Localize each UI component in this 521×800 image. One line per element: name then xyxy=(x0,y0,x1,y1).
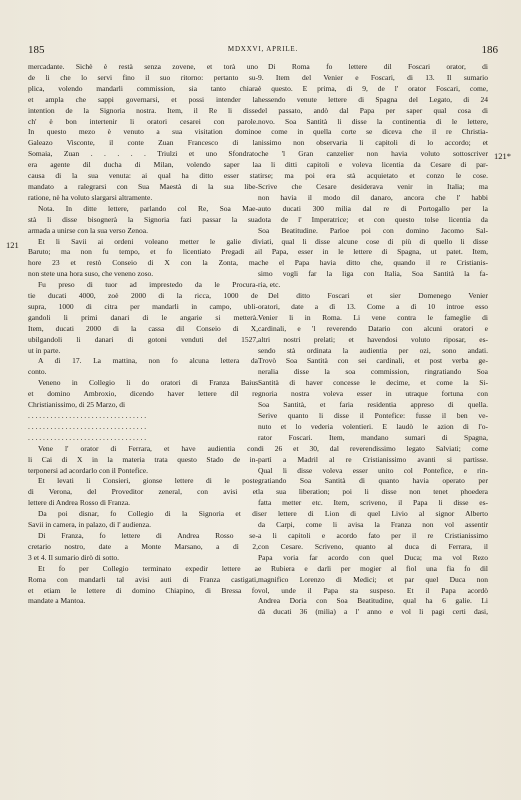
text-line: nissimo non observaria li capitoli di lo accordo; et xyxy=(258,138,488,148)
text-line: rator Foscari. Item, mandano sumari di Spagna, xyxy=(258,432,488,442)
text-line: Et li Savii ai ordeni voleano metter le galie di xyxy=(38,236,258,246)
text-line: et etiam le lettere di domino Chiapino, di Bressa fo xyxy=(28,585,258,595)
text-line: Galeazo Visconte, il conte Zuan Francesco di la xyxy=(28,138,258,148)
text-line: et domino Ambroxio, dicendo haver lettere dil re xyxy=(28,389,258,399)
text-line: Soa Beatitudine. Parloe poi con domino Jacomo Sal- xyxy=(258,225,488,235)
text-line: da Carpi, come li avisa la Franza non vol assentir xyxy=(258,520,488,530)
text-line: conto. xyxy=(28,367,47,377)
text-line: lettere di Andrea Rosso di Franza. xyxy=(28,498,131,508)
text-line: oratori, date a dì 13. Come a dì 10 introe esso xyxy=(258,301,488,311)
text-line: Santità di haver concesse le decime, et come la Si- xyxy=(258,378,488,388)
text-line: fatta metter etc. Item, scriveno, il Papa li disse es- xyxy=(258,498,488,508)
margin-marker-left: 121 xyxy=(6,240,19,250)
page-number-right: 186 xyxy=(481,44,498,56)
text-line: Soa Santità, et faria residentia appreso di quella. xyxy=(258,400,488,410)
text-line: Vene l' orator di Ferrara, et have audientia con xyxy=(38,443,258,453)
text-line: Somaia, Zuan . . . . . Triulzi et uno Sfondrato xyxy=(28,149,258,159)
text-line: supra, 1000 di citra per mandarli in campo, ubli- xyxy=(28,301,258,311)
text-line: Et levati li Consieri, gionse lettere di le poste xyxy=(38,476,258,486)
text-line: Nota. In ditte lettere, parlando col Re, Soa Mae- xyxy=(38,203,258,213)
text-line: mercadante. Sichè è restà senza zovene, et torà uno xyxy=(28,62,258,71)
text-line: Et fo per Collegio terminato expedir lettere a xyxy=(38,563,258,573)
text-line: di Verona, del Proveditor zeneral, con avisi et xyxy=(28,487,258,497)
text-line: Serive quanto li disse il Pontefice: fusse il ben ve- xyxy=(258,411,488,420)
text-line: intention de la Signoria nostra. Item, il Re li disse xyxy=(28,105,258,115)
left-text-column xyxy=(28,62,258,607)
text-line: cretario nostro, date a Monte Marsano, a dì 2, xyxy=(28,541,258,551)
text-line: A dì 17. La mattina, non fo alcuna lettera da xyxy=(38,356,258,366)
text-line: Qual li disse voleva esser unito col Pontefice, e rin- xyxy=(258,465,488,475)
text-line: Trovò Soa Santità con sei cardinali, et post verba ge- xyxy=(258,356,488,366)
text-line: Fu preso di tuor ad imprestedo da le Procura- xyxy=(38,280,258,290)
text-line: e come in quella corte se diceva che il re Christia- xyxy=(258,127,488,137)
page-number-left: 185 xyxy=(28,44,45,56)
text-line: Veneno in Collegio li do oratori di Franza Baius xyxy=(38,378,258,388)
text-line: e Rubiera e darli per mogier al fiol una fia fo dil xyxy=(258,563,488,573)
text-line: terponersi ad acordarlo con il Pontefice. xyxy=(28,465,148,475)
right-text-column xyxy=(258,62,488,618)
text-line: gnoria nostra voleva esser in utraque fortuna con xyxy=(258,389,488,399)
text-line: non havia il modo dil danaro, ancora che l' habbi xyxy=(258,192,488,202)
text-line: Andrea Doria con Soa Beatitudine, qual ha 6 galie. Li xyxy=(258,596,488,606)
text-line: era agente dil ducha di Milan, volendo saper la xyxy=(28,160,258,170)
text-line: viati, qual li disse alcune cose di più di quello li disse xyxy=(258,236,488,246)
text-line: che 'l Gran canzelier non havia voluto sottoscriver xyxy=(258,149,488,159)
text-line: gandoli li primi danari di le angarie si metterà. xyxy=(28,312,258,322)
text-line: auto ducati 300 milia dal re di Portogallo per la xyxy=(258,203,488,213)
text-line: nuto et lo vederia volentieri. E laudò le azion di l'o- xyxy=(258,421,488,431)
text-line: cardinali, e 'l reverendo Datario con alcuni oratori e xyxy=(258,323,488,333)
text-line: a li capitoli e acordo fato per il re Cristianissimo xyxy=(258,530,488,540)
text-line: . . . . . . . . . . . . . . . . . . . . . . . . . . . . . . . . xyxy=(28,411,147,420)
text-line: armada a unirse con la sua verso Zenoa. xyxy=(28,225,148,235)
text-line: dota de l' Imperatrice; et con questo tolse licentia da xyxy=(258,214,488,224)
text-line: Papa voria far acordo con quel Duca; ma vol Rezo xyxy=(258,552,488,562)
text-line: hessendo venute lettere di Spagna del Legato, di 24 xyxy=(258,94,488,104)
text-line: ser lettere di Lion di quel Livio al signor Alberto xyxy=(258,509,488,519)
text-line: stà li disse bisognerà la Signoria fazi passar la sua xyxy=(28,214,258,224)
text-line: simo vogli far la liga con Italia, Soa Santità la fa- xyxy=(258,269,488,279)
text-line: de li che lo servi fino il suo ritorno: pertanto su- xyxy=(28,72,258,82)
text-line: con Cesare. Scriveno, quanto al duca di Ferrara, il xyxy=(258,541,488,551)
text-line: Del ditto Foscari et sier Domenego Venier xyxy=(268,291,488,301)
text-line: del passato, andò dal Papa per saper qual cosa di xyxy=(258,105,488,115)
running-title: MDXXVI, APRILE. xyxy=(227,45,299,53)
text-line: partì a Madril al re Cristianissimo avanti si partisse. xyxy=(258,454,488,464)
text-line: è questo. E prima, di 9, de l' orator Foscari, come, xyxy=(258,83,488,93)
text-line: Venier li in Roma. Li vene contra le fameglie di xyxy=(258,312,488,322)
text-line: . . . . . . . . . . . . . . . . . . . . . . . . . . . . . . . . xyxy=(28,432,147,442)
text-line: . . . . . . . . . . . . . . . . . . . . . . . . . . . . . . . . xyxy=(28,421,147,431)
text-line: Savii in camera, in palazo, di l' audienza. xyxy=(28,520,151,530)
text-line: Item, ducati 2000 di la cassa dil Conseio di X, xyxy=(28,323,258,333)
text-line: neralia disse la soa commission, ringratiando Soa xyxy=(258,367,488,377)
text-line: altri nostri prelati; et havendosi voluto riposar, es- xyxy=(258,334,488,344)
text-line: 9. Item del Venier e Foscari, di 13. Il sumario xyxy=(258,72,488,82)
text-line: Di Franza, fo lettere di Andrea Rosso se- xyxy=(38,530,258,540)
page-header xyxy=(28,44,498,58)
text-line: plica, volendo mandarli commission, sia tanto chiara xyxy=(28,83,258,93)
text-line: la sua liberation; poi li disse non tenet phoedera xyxy=(258,487,488,497)
text-line: mandate a Mantoa. xyxy=(28,596,86,606)
text-line: sendo stà ordinata la audientia per ozi, sono andati. xyxy=(258,345,488,355)
text-line: che el Papa havia ditto che, quando il re Cristianis- xyxy=(258,258,488,268)
text-line: ut in parte. xyxy=(28,345,61,355)
text-line: ubilgandoli li danari di gotoni venduti del 1527, xyxy=(28,334,258,344)
text-line: magnifico Lorenzo di Medici; et par quel Duca non xyxy=(258,574,488,584)
text-line: il Papa, esser in le lettere di Spagna, ut patet. Item, xyxy=(258,247,488,257)
text-line: Scrive che Cesare desiderava venir in Italia; ma xyxy=(258,181,488,191)
text-line: hore 23 et restò Conseio di X con la Zonta, ma xyxy=(28,258,258,268)
text-line: di 26 et 30, dal reverendissimo legato Salviati; come xyxy=(258,443,488,453)
text-line: mandato a ralegrarsi con Sua Maestà di la sua libe- xyxy=(28,181,258,191)
text-line: Da poi disnar, fo Collegio di la Signoria et di xyxy=(38,509,258,519)
text-line: vol, unde il Papa sta suspeso. Et il Papa acordò xyxy=(258,585,488,595)
margin-marker-right: 121* xyxy=(494,151,511,161)
text-line: Christianissimo, di 25 Marzo, di xyxy=(28,400,126,410)
text-line: tirse; ma poi era stà acquietato et conzo le cose. xyxy=(258,171,488,181)
text-line: ch' è bon intertenir li oratori cesarei con parole. xyxy=(28,116,258,126)
text-line: Di Roma fo lettere dil Foscari orator, di xyxy=(268,62,488,71)
text-line: Roma con mandarli tal avisi auti di Franza castigati, xyxy=(28,574,258,584)
text-line: a li ditti capitoli e voleva licentia da Cesare di par- xyxy=(258,160,488,170)
text-line: causa di la sua venuta: ai qual ha ditto esser sta xyxy=(28,171,258,181)
text-line: li Cai di X in la materia trata questo Stado de in- xyxy=(28,454,258,464)
text-line: In questo mezo è venuto a sua visitation domino xyxy=(28,127,258,137)
text-line: dà ducati 36 (milia) a l' anno e vol li pagi certi dasi, xyxy=(258,607,488,617)
text-line: non stete una hora suso, che veneno zoso. xyxy=(28,269,154,279)
text-line: novo. Soa Santità li disse la continentia di le lettere, xyxy=(258,116,488,126)
text-line: et ampla che sappi governarsi, et possi intender la xyxy=(28,94,258,104)
text-line: 3 et 4. Il sumario dirò di sotto. xyxy=(28,552,120,562)
text-line: tie ducati 4000, zoè 2000 di la ricca, 1000 de xyxy=(28,291,258,301)
text-line: ratione, nè ha voluto slargarsi altramente. xyxy=(28,192,153,202)
text-line: gratiando Soa Santità di quanto havia operato per xyxy=(258,476,488,486)
text-line: Baruto; ma non fu tempo, et fo licentiato Pregadi a xyxy=(28,247,258,257)
text-line: ria, etc. xyxy=(258,280,281,290)
